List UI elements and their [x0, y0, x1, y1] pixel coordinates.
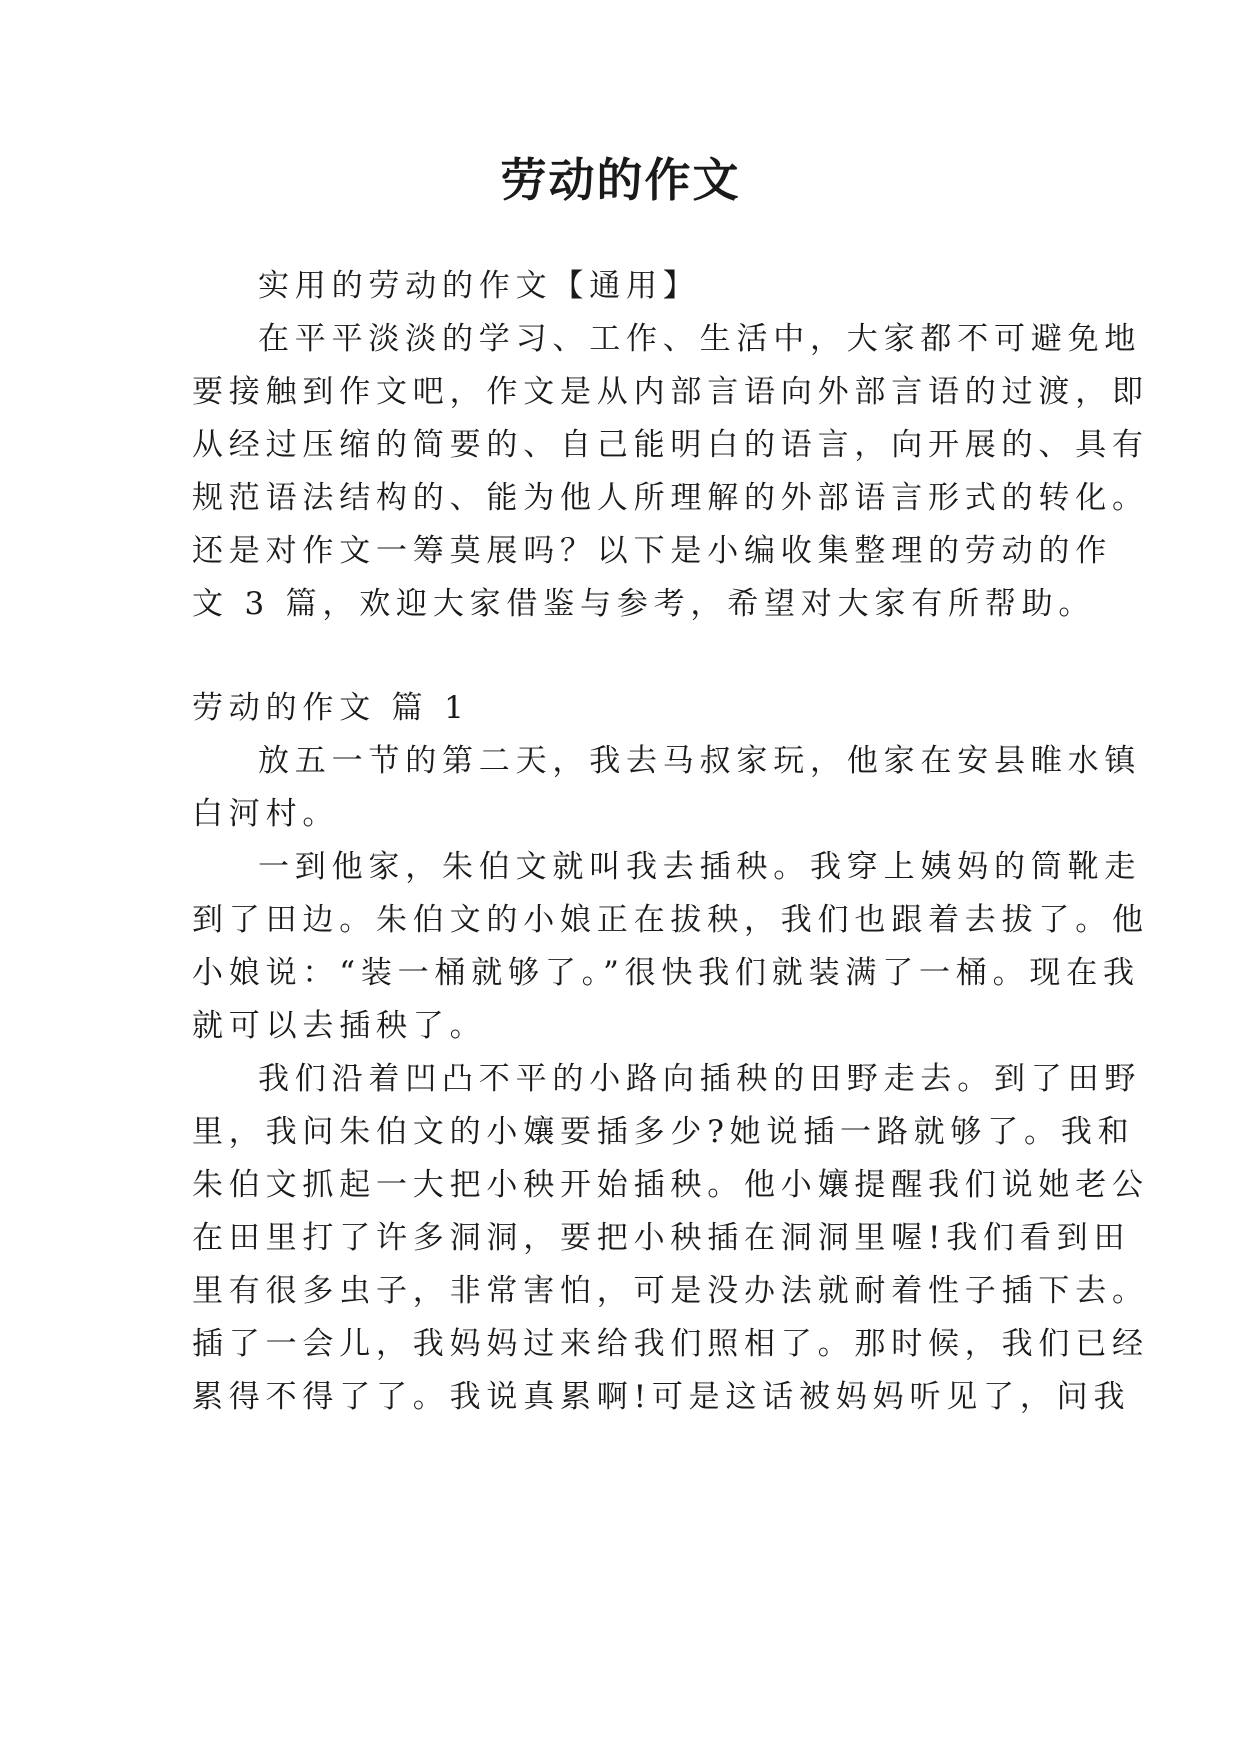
paragraph-line: 放五一节的第二天，我去马叔家玩，他家在安县睢水镇 [258, 743, 1142, 779]
section-heading: 劳动的作文 篇 1 [192, 690, 470, 726]
paragraph-line: 一到他家，朱伯文就叫我去插秧。我穿上姨妈的筒靴走 [258, 849, 1142, 885]
paragraph-line: 白河村。 [192, 796, 340, 832]
intro-line: 文 3 篇，欢迎大家借鉴与参考，希望对大家有所帮助。 [192, 586, 1096, 622]
paragraph-line: 到了田边。朱伯文的小娘正在拔秧，我们也跟着去拔了。他 [192, 902, 1149, 938]
paragraph-line: 里，我问朱伯文的小孃要插多少?她说插一路就够了。我和 [192, 1114, 1135, 1150]
paragraph-line: 在田里打了许多洞洞，要把小秧插在洞洞里喔!我们看到田 [192, 1220, 1131, 1256]
paragraph-line: 插了一会儿，我妈妈过来给我们照相了。那时候，我们已经 [192, 1326, 1149, 1362]
intro-line: 从经过压缩的简要的、自己能明白的语言，向开展的、具有 [192, 427, 1149, 463]
document-subtitle: 实用的劳动的作文【通用】 [258, 268, 700, 304]
paragraph-line: 就可以去插秧了。 [192, 1008, 487, 1044]
paragraph-line: 朱伯文抓起一大把小秧开始插秧。他小孃提醒我们说她老公 [192, 1167, 1149, 1203]
intro-line: 还是对作文一筹莫展吗？以下是小编收集整理的劳动的作 [192, 533, 1112, 569]
paragraph-line: 累得不得了了。我说真累啊!可是这话被妈妈听见了，问我 [192, 1379, 1131, 1415]
paragraph-line: 里有很多虫子，非常害怕，可是没办法就耐着性子插下去。 [192, 1273, 1149, 1309]
paragraph-line: 小娘说：“装一桶就够了。”很快我们就装满了一桶。现在我 [192, 955, 1140, 991]
intro-line: 在平平淡淡的学习、工作、生活中，大家都不可避免地 [258, 321, 1142, 357]
paragraph-line: 我们沿着凹凸不平的小路向插秧的田野走去。到了田野 [258, 1061, 1142, 1097]
document-title: 劳动的作文 [500, 153, 741, 207]
intro-line: 规范语法结构的、能为他人所理解的外部语言形式的转化。 [192, 480, 1149, 516]
intro-line: 要接触到作文吧，作文是从内部言语向外部言语的过渡，即 [192, 374, 1149, 410]
